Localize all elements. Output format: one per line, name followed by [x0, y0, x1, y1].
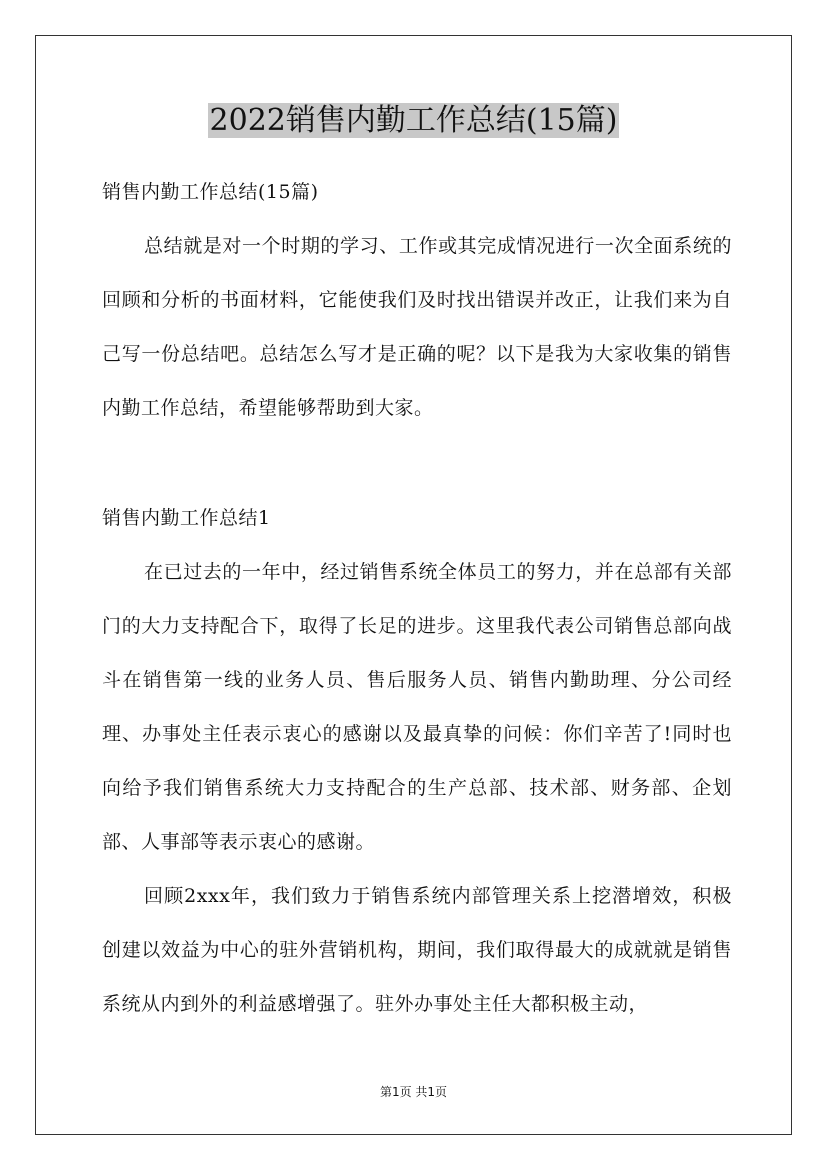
page-footer: 第1页 共1页 — [379, 1085, 448, 1099]
intro-paragraph: 总结就是对一个时期的学习、工作或其完成情况进行一次全面系统的回顾和分析的书面材料，它能使我们及时找出错误并改正，让我们来为自己写一份总结吧。总结怎么写才是正确的呢？以下是我为大家收集的销售内勤工作总结，希望能够帮助到大家。 — [102, 235, 732, 419]
section-heading: 销售内勤工作总结1 — [102, 507, 271, 529]
document-title — [0, 101, 827, 141]
document-subtitle: 销售内勤工作总结(15篇) — [102, 181, 319, 203]
document-title-text: 2022销售内勤工作总结(15篇) — [209, 103, 618, 138]
body-paragraph-2: 回顾2xxx年，我们致力于销售系统内部管理关系上挖潜增效，积极创建以效益为中心的驻外营销机构，期间，我们取得最大的成就就是销售系统从内到外的利益感增强了。驻外办事处主任大都积极主动， — [102, 885, 732, 1015]
body-paragraph-1: 在已过去的一年中，经过销售系统全体员工的努力，并在总部有关部门的大力支持配合下，取得了长足的进步。这里我代表公司销售总部向战斗在销售第一线的业务人员、售后服务人员、销售内勤助理、分公司经理、办事处主任表示衷心的感谢以及最真挚的问候：你们辛苦了!同时也向给予我们销售系统大力支持配合的生产总部、技术部、财务部、企划部、人事部等表示衷心的感谢。 — [102, 561, 732, 853]
